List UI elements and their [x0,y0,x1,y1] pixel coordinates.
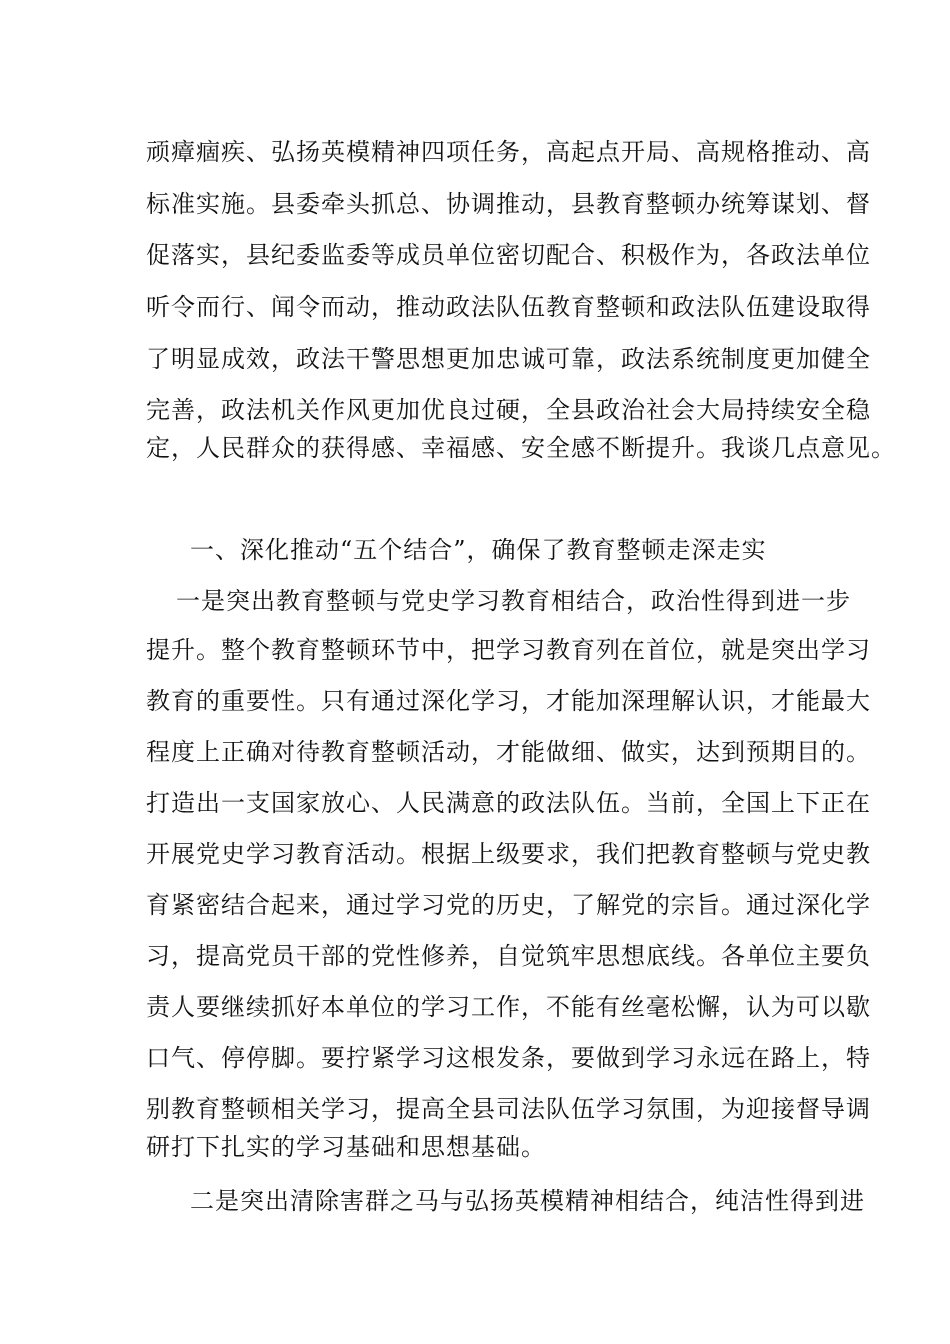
text-line: 了明显成效，政法干警思想更加忠诚可靠，政法系统制度更加健全 [146,345,871,373]
text-line: 提升。整个教育整顿环节中，把学习教育列在首位，就是突出学习 [146,636,871,664]
text-line: 定，人民群众的获得感、幸福感、安全感不断提升。我谈几点意见。 [146,434,896,462]
text-line: 顽瘴痼疾、弘扬英模精神四项任务，高起点开局、高规格推动、高 [146,138,871,166]
text-line: 二是突出清除害群之马与弘扬英模精神相结合，纯洁性得到进 [190,1187,865,1215]
section-heading: 一、深化推动“五个结合”，确保了教育整顿走深走实 [190,536,767,564]
text-line: 别教育整顿相关学习，提高全县司法队伍学习氛围，为迎接督导调 [146,1095,871,1123]
text-line: 责人要继续抓好本单位的学习工作，不能有丝毫松懈，认为可以歇 [146,993,871,1021]
text-line: 促落实，县纪委监委等成员单位密切配合、积极作为，各政法单位 [146,241,871,269]
text-line: 打造出一支国家放心、人民满意的政法队伍。当前，全国上下正在 [146,789,871,817]
text-line: 开展党史学习教育活动。根据上级要求，我们把教育整顿与党史教 [146,840,871,868]
text-line: 听令而行、闻令而动，推动政法队伍教育整顿和政法队伍建设取得 [146,293,871,321]
text-line: 一是突出教育整顿与党史学习教育相结合，政治性得到进一步 [176,587,851,615]
text-line: 研打下扎实的学习基础和思想基础。 [146,1133,546,1161]
text-line: 教育的重要性。只有通过深化学习，才能加深理解认识，才能最大 [146,687,871,715]
text-line: 标准实施。县委牵头抓总、协调推动，县教育整顿办统筹谋划、督 [146,190,871,218]
text-line: 口气、停停脚。要拧紧学习这根发条，要做到学习永远在路上，特 [146,1044,871,1072]
text-line: 习，提高党员干部的党性修养，自觉筑牢思想底线。各单位主要负 [146,942,871,970]
text-line: 育紧密结合起来，通过学习党的历史，了解党的宗旨。通过深化学 [146,891,871,919]
text-line: 程度上正确对待教育整顿活动，才能做细、做实，达到预期目的。 [146,738,871,766]
text-line: 完善，政法机关作风更加优良过硬，全县政治社会大局持续安全稳 [146,396,871,424]
